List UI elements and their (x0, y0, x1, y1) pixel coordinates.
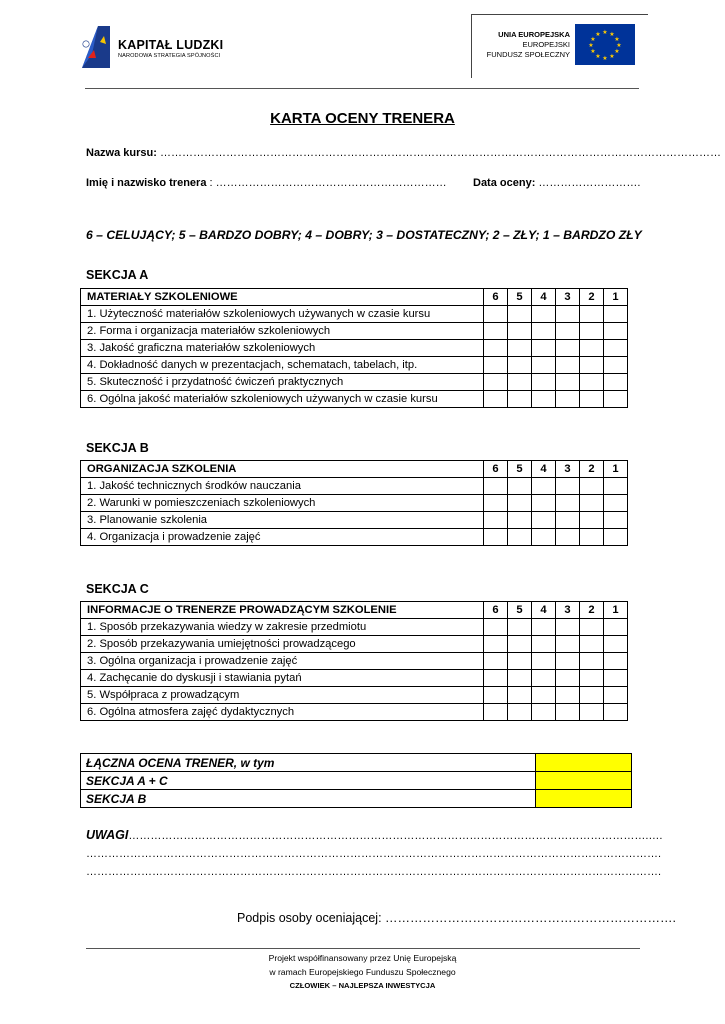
kapital-ludzki-logo-icon (78, 24, 110, 70)
trainer-dots: : ……………………………………………………… (206, 177, 447, 189)
grade-cell[interactable] (484, 340, 508, 357)
grade-cell[interactable] (604, 391, 628, 408)
grade-3-header: 3 (556, 461, 580, 478)
grade-cell[interactable] (532, 512, 556, 529)
grade-5-header: 5 (508, 289, 532, 306)
trainer-name-field[interactable] (86, 177, 447, 189)
grade-cell[interactable] (556, 670, 580, 687)
grade-cell[interactable] (556, 323, 580, 340)
svg-text:★: ★ (595, 53, 601, 60)
table-row (81, 670, 628, 687)
course-label: Nazwa kursu: (86, 147, 157, 159)
table-header-row (81, 289, 628, 306)
svg-text:★: ★ (614, 48, 620, 55)
grade-cell[interactable] (556, 619, 580, 636)
remarks-dots-1: …………………………………………………………………………………………………………………………….…. (128, 830, 663, 842)
grade-cell[interactable] (532, 323, 556, 340)
total-score-cell[interactable] (536, 754, 632, 772)
grade-2-header: 2 (580, 602, 604, 619)
grade-cell[interactable] (508, 323, 532, 340)
footer-rule (86, 948, 640, 949)
table-row (81, 495, 628, 512)
grade-cell[interactable] (604, 374, 628, 391)
grade-cell[interactable] (532, 391, 556, 408)
table-header-row (81, 461, 628, 478)
grade-cell[interactable] (532, 357, 556, 374)
grade-cell[interactable] (604, 619, 628, 636)
footer-line-1: Projekt współfinansowany przez Unię Europejską (268, 953, 457, 963)
grade-cell[interactable] (580, 704, 604, 721)
grade-cell[interactable] (508, 670, 532, 687)
grade-cell[interactable] (556, 478, 580, 495)
section-ac-score-label: SEKCJA A + C (81, 772, 536, 790)
grade-cell[interactable] (604, 323, 628, 340)
grade-cell[interactable] (604, 306, 628, 323)
table-row (81, 340, 628, 357)
grade-cell[interactable] (580, 495, 604, 512)
table-row (81, 529, 628, 546)
evaluation-date-field[interactable] (473, 177, 640, 189)
grade-cell[interactable] (580, 478, 604, 495)
grade-cell[interactable] (556, 653, 580, 670)
grade-cell[interactable] (580, 529, 604, 546)
grade-cell[interactable] (508, 687, 532, 704)
grade-cell[interactable] (556, 495, 580, 512)
table-row (81, 636, 628, 653)
grade-cell[interactable] (484, 619, 508, 636)
grade-cell[interactable] (508, 391, 532, 408)
eu-line-2: EUROPEJSKI (522, 40, 570, 49)
course-dots: ……………………………………………………………………………………………………………………………………… (156, 147, 721, 159)
grade-cell[interactable] (580, 323, 604, 340)
grade-cell[interactable] (508, 653, 532, 670)
date-label: Data oceny: (473, 177, 536, 189)
table-row (81, 704, 628, 721)
criterion-label: 6. Ogólna jakość materiałów szkoleniowych używanych w czasie kursu (81, 391, 484, 408)
table-row (81, 772, 632, 790)
grade-cell[interactable] (604, 478, 628, 495)
grade-cell[interactable] (484, 529, 508, 546)
logo-title: KAPITAŁ LUDZKI (118, 38, 224, 52)
eu-line-1: UNIA EUROPEJSKA (498, 30, 570, 39)
document-title: KARTA OCENY TRENERA (270, 110, 455, 127)
remarks-line-1[interactable] (86, 828, 662, 842)
criterion-label: 2. Forma i organizacja materiałów szkoleniowych (81, 323, 484, 340)
criterion-label: 1. Jakość technicznych środków nauczania (81, 478, 484, 495)
remarks-line-3[interactable]: …………………………………………………………………………………………………………………………………………. (86, 866, 662, 878)
svg-text:★: ★ (614, 36, 620, 43)
grade-cell[interactable] (604, 670, 628, 687)
svg-text:★: ★ (595, 31, 601, 38)
grade-cell[interactable] (484, 495, 508, 512)
grade-cell[interactable] (508, 374, 532, 391)
grade-cell[interactable] (484, 687, 508, 704)
grade-cell[interactable] (556, 636, 580, 653)
grade-cell[interactable] (508, 357, 532, 374)
criterion-label: 4. Dokładność danych w prezentacjach, schematach, tabelach, itp. (81, 357, 484, 374)
section-a-title: SEKCJA A (86, 268, 149, 282)
table-row (81, 619, 628, 636)
grade-cell[interactable] (508, 306, 532, 323)
section-b-header: ORGANIZACJA SZKOLENIA (81, 461, 484, 478)
table-row (81, 478, 628, 495)
grade-cell[interactable] (580, 340, 604, 357)
signature-line[interactable]: Podpis osoby oceniającej: ……………………………………………………………. (237, 911, 676, 925)
grade-cell[interactable] (604, 636, 628, 653)
grade-cell[interactable] (484, 306, 508, 323)
criterion-label: 5. Współpraca z prowadzącym (81, 687, 484, 704)
grade-cell[interactable] (532, 478, 556, 495)
grade-cell[interactable] (556, 512, 580, 529)
svg-text:★: ★ (590, 36, 596, 43)
grade-cell[interactable] (532, 374, 556, 391)
grade-cell[interactable] (604, 495, 628, 512)
grade-5-header: 5 (508, 461, 532, 478)
footer-line-2: w ramach Europejskiego Funduszu Społecznego (269, 967, 456, 977)
grade-cell[interactable] (532, 636, 556, 653)
grade-cell[interactable] (580, 619, 604, 636)
grade-cell[interactable] (484, 391, 508, 408)
section-b-score-cell[interactable] (536, 790, 632, 808)
section-a-header: MATERIAŁY SZKOLENIOWE (81, 289, 484, 306)
grade-4-header: 4 (532, 289, 556, 306)
grade-cell[interactable] (532, 306, 556, 323)
grade-cell[interactable] (484, 653, 508, 670)
grade-cell[interactable] (580, 512, 604, 529)
criterion-label: 6. Ogólna atmosfera zajęć dydaktycznych (81, 704, 484, 721)
grade-cell[interactable] (604, 512, 628, 529)
grade-cell[interactable] (484, 357, 508, 374)
grade-cell[interactable] (580, 391, 604, 408)
criterion-label: 1. Użyteczność materiałów szkoleniowych używanych w czasie kursu (81, 306, 484, 323)
grade-cell[interactable] (532, 687, 556, 704)
svg-text:★: ★ (616, 42, 622, 49)
table-row (81, 687, 628, 704)
total-score-label: ŁĄCZNA OCENA TRENER, w tym (81, 754, 536, 772)
grade-2-header: 2 (580, 289, 604, 306)
trainer-label: Imię i nazwisko trenera (86, 177, 207, 189)
grade-cell[interactable] (532, 340, 556, 357)
criterion-label: 4. Zachęcanie do dyskusji i stawiania pytań (81, 670, 484, 687)
remarks-label: UWAGI (86, 828, 129, 842)
table-row (81, 374, 628, 391)
grade-cell[interactable] (580, 687, 604, 704)
grade-2-header: 2 (580, 461, 604, 478)
logo-subtitle: NARODOWA STRATEGIA SPÓJNOŚCI (118, 53, 221, 59)
table-row (81, 653, 628, 670)
grade-cell[interactable] (508, 340, 532, 357)
grade-cell[interactable] (556, 687, 580, 704)
criterion-label: 2. Sposób przekazywania umiejętności prowadzącego (81, 636, 484, 653)
table-row (81, 306, 628, 323)
grade-3-header: 3 (556, 602, 580, 619)
grade-cell[interactable] (484, 670, 508, 687)
grade-cell[interactable] (580, 653, 604, 670)
section-c-header: INFORMACJE O TRENERZE PROWADZĄCYM SZKOLENIE (81, 602, 484, 619)
header-divider-top (471, 14, 648, 15)
grade-cell[interactable] (580, 374, 604, 391)
table-row (81, 790, 632, 808)
grade-6-header: 6 (484, 461, 508, 478)
eu-line-3: FUNDUSZ SPOŁECZNY (486, 50, 570, 59)
table-row (81, 754, 632, 772)
grade-cell[interactable] (556, 340, 580, 357)
grade-cell[interactable] (556, 529, 580, 546)
date-dots: ………………………. (535, 177, 641, 189)
criterion-label: 4. Organizacja i prowadzenie zajęć (81, 529, 484, 546)
grade-4-header: 4 (532, 602, 556, 619)
section-ac-score-cell[interactable] (536, 772, 632, 790)
grade-cell[interactable] (484, 323, 508, 340)
svg-text:★: ★ (590, 48, 596, 55)
table-row (81, 512, 628, 529)
grade-cell[interactable] (532, 704, 556, 721)
criterion-label: 3. Ogólna organizacja i prowadzenie zajęć (81, 653, 484, 670)
grade-cell[interactable] (580, 357, 604, 374)
grade-cell[interactable] (580, 670, 604, 687)
grade-cell[interactable] (532, 653, 556, 670)
grade-cell[interactable] (484, 704, 508, 721)
svg-text:★: ★ (609, 31, 615, 38)
grading-scale-legend: 6 – CELUJĄCY; 5 – BARDZO DOBRY; 4 – DOBRY; 3 – DOSTATECZNY; 2 – ZŁY; 1 – BARDZO ZŁY (86, 228, 642, 242)
grade-cell[interactable] (508, 478, 532, 495)
grade-cell[interactable] (604, 340, 628, 357)
grade-1-header: 1 (604, 289, 628, 306)
criterion-label: 3. Planowanie szkolenia (81, 512, 484, 529)
criterion-label: 2. Warunki w pomieszczeniach szkoleniowych (81, 495, 484, 512)
grade-cell[interactable] (580, 306, 604, 323)
grade-cell[interactable] (604, 653, 628, 670)
grade-cell[interactable] (556, 306, 580, 323)
criterion-label: 5. Skuteczność i przydatność ćwiczeń praktycznych (81, 374, 484, 391)
section-b-table (80, 460, 628, 546)
grade-cell[interactable] (484, 636, 508, 653)
section-a-table (80, 288, 628, 408)
grade-cell[interactable] (532, 670, 556, 687)
grade-cell[interactable] (604, 704, 628, 721)
grade-cell[interactable] (556, 704, 580, 721)
remarks-line-2[interactable]: …………………………………………………………………………………………………………………………………………. (86, 848, 662, 860)
summary-table (80, 753, 632, 808)
grade-6-header: 6 (484, 289, 508, 306)
section-b-title: SEKCJA B (86, 441, 149, 455)
table-row (81, 323, 628, 340)
table-row (81, 391, 628, 408)
footer-line-3: CZŁOWIEK – NAJLEPSZA INWESTYCJA (289, 981, 436, 990)
grade-cell[interactable] (508, 704, 532, 721)
grade-cell[interactable] (508, 512, 532, 529)
grade-3-header: 3 (556, 289, 580, 306)
grade-cell[interactable] (508, 619, 532, 636)
grade-cell[interactable] (532, 619, 556, 636)
grade-cell[interactable] (532, 529, 556, 546)
svg-text:★: ★ (602, 29, 608, 36)
grade-1-header: 1 (604, 461, 628, 478)
eu-label (470, 30, 570, 60)
grade-cell[interactable] (604, 687, 628, 704)
grade-cell[interactable] (508, 636, 532, 653)
grade-cell[interactable] (508, 495, 532, 512)
grade-cell[interactable] (484, 512, 508, 529)
grade-cell[interactable] (604, 529, 628, 546)
criterion-label: 3. Jakość graficzna materiałów szkoleniowych (81, 340, 484, 357)
grade-cell[interactable] (508, 529, 532, 546)
grade-cell[interactable] (556, 391, 580, 408)
svg-text:★: ★ (609, 53, 615, 60)
section-c-table (80, 601, 628, 721)
grade-4-header: 4 (532, 461, 556, 478)
header-rule (85, 88, 639, 89)
section-b-score-label: SEKCJA B (81, 790, 536, 808)
grade-1-header: 1 (604, 602, 628, 619)
table-header-row (81, 602, 628, 619)
grade-cell[interactable] (484, 374, 508, 391)
grade-cell[interactable] (604, 357, 628, 374)
grade-6-header: 6 (484, 602, 508, 619)
grade-cell[interactable] (580, 636, 604, 653)
course-name-field[interactable] (86, 147, 721, 159)
grade-cell[interactable] (556, 374, 580, 391)
table-row (81, 357, 628, 374)
svg-text:★: ★ (588, 42, 594, 49)
grade-cell[interactable] (484, 478, 508, 495)
grade-5-header: 5 (508, 602, 532, 619)
criterion-label: 1. Sposób przekazywania wiedzy w zakresie przedmiotu (81, 619, 484, 636)
eu-flag-icon (575, 24, 635, 65)
grade-cell[interactable] (556, 357, 580, 374)
grade-cell[interactable] (532, 495, 556, 512)
svg-text:★: ★ (602, 55, 608, 62)
section-c-title: SEKCJA C (86, 582, 149, 596)
